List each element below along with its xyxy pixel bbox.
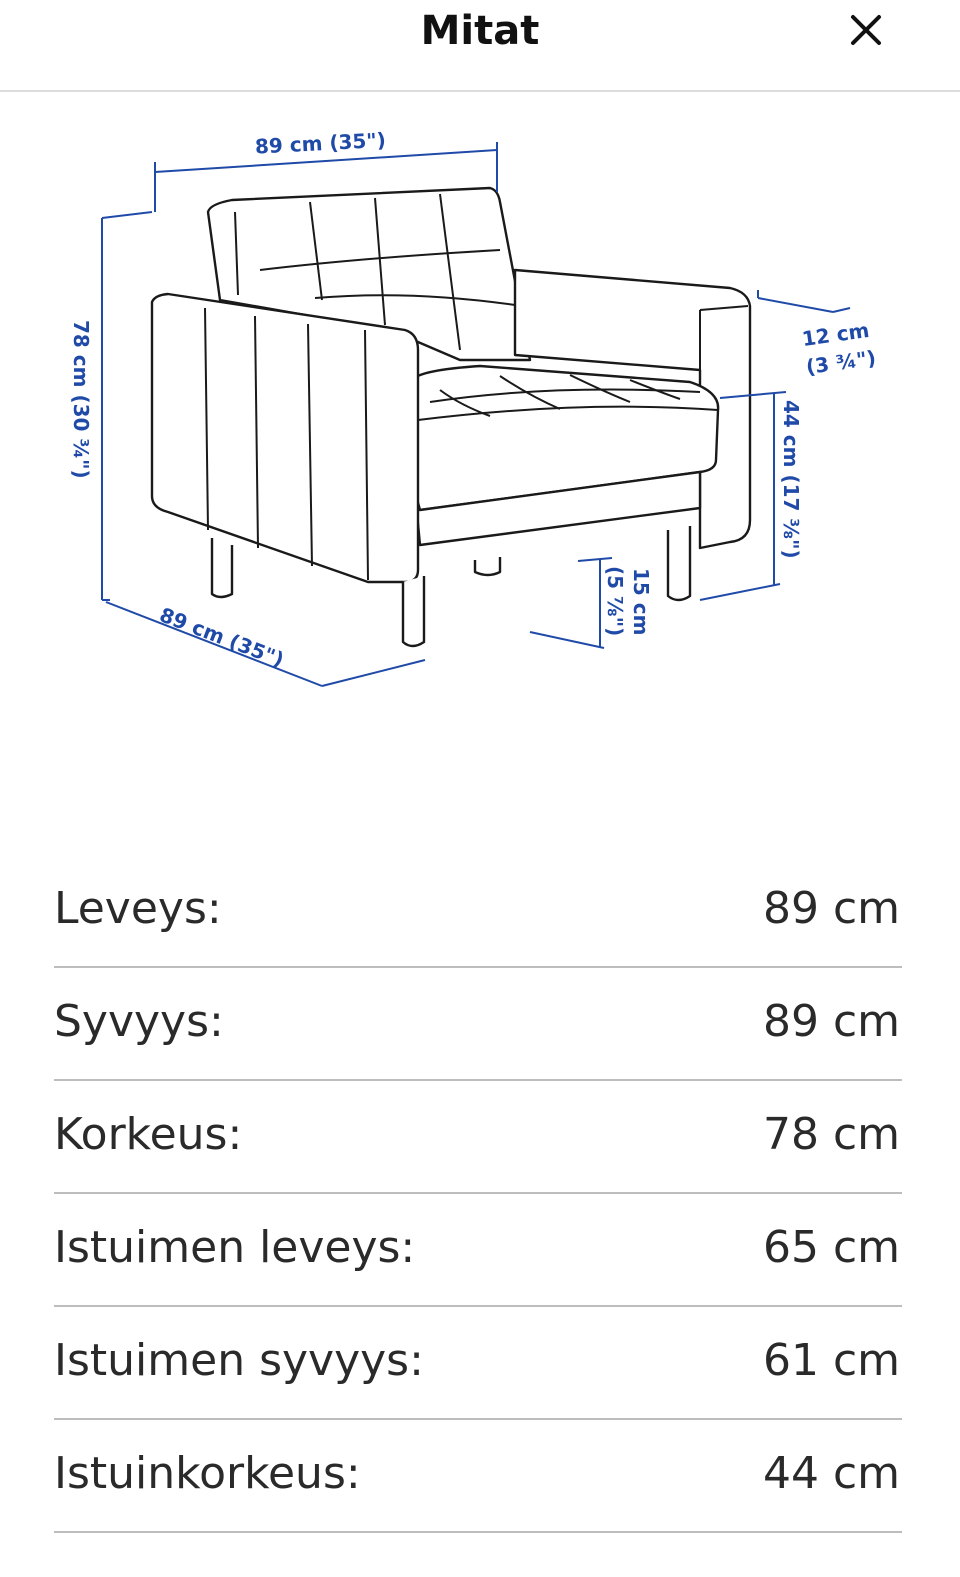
spec-value: 44 cm xyxy=(762,1448,900,1499)
spec-label: Syvyys: xyxy=(54,996,224,1047)
spec-label: Istuinkorkeus: xyxy=(54,1448,361,1499)
close-button[interactable] xyxy=(842,8,890,52)
armrest-dimension-label: 12 cm xyxy=(800,317,871,352)
seat-height-dimension-label: 44 cm (17 ⅜") xyxy=(779,400,803,559)
spec-value: 78 cm xyxy=(762,1109,900,1160)
height-dimension-label: 78 cm (30 ¾") xyxy=(69,320,93,479)
dimensions-list xyxy=(54,855,902,1533)
spec-row-seat-depth xyxy=(54,1307,902,1420)
close-icon xyxy=(849,13,883,47)
spec-row-depth xyxy=(54,968,902,1081)
dialog-header xyxy=(0,0,960,92)
spec-label: Istuimen syvyys: xyxy=(54,1335,424,1386)
spec-value: 61 cm xyxy=(762,1335,900,1386)
spec-value: 89 cm xyxy=(762,996,900,1047)
depth-dimension-label: 89 cm (35") xyxy=(156,602,288,672)
spec-label: Istuimen leveys: xyxy=(54,1222,416,1273)
leg-height-dimension-label: 15 cm xyxy=(629,568,653,636)
dimensions-diagram xyxy=(60,120,900,720)
spec-row-seat-width xyxy=(54,1194,902,1307)
spec-row-height xyxy=(54,1081,902,1194)
spec-label: Leveys: xyxy=(54,883,222,934)
leg-height-dimension-label-imperial: (5 ⅞") xyxy=(603,566,627,637)
spec-label: Korkeus: xyxy=(54,1109,243,1160)
spec-value: 65 cm xyxy=(762,1222,900,1273)
spec-row-width xyxy=(54,855,902,968)
spec-row-seat-height xyxy=(54,1420,902,1533)
armchair-illustration xyxy=(60,120,900,720)
dialog-title: Mitat xyxy=(420,8,540,54)
armrest-dimension-label-imperial: (3 ¾") xyxy=(804,345,878,380)
width-dimension-label: 89 cm (35") xyxy=(254,127,387,159)
spec-value: 89 cm xyxy=(762,883,900,934)
